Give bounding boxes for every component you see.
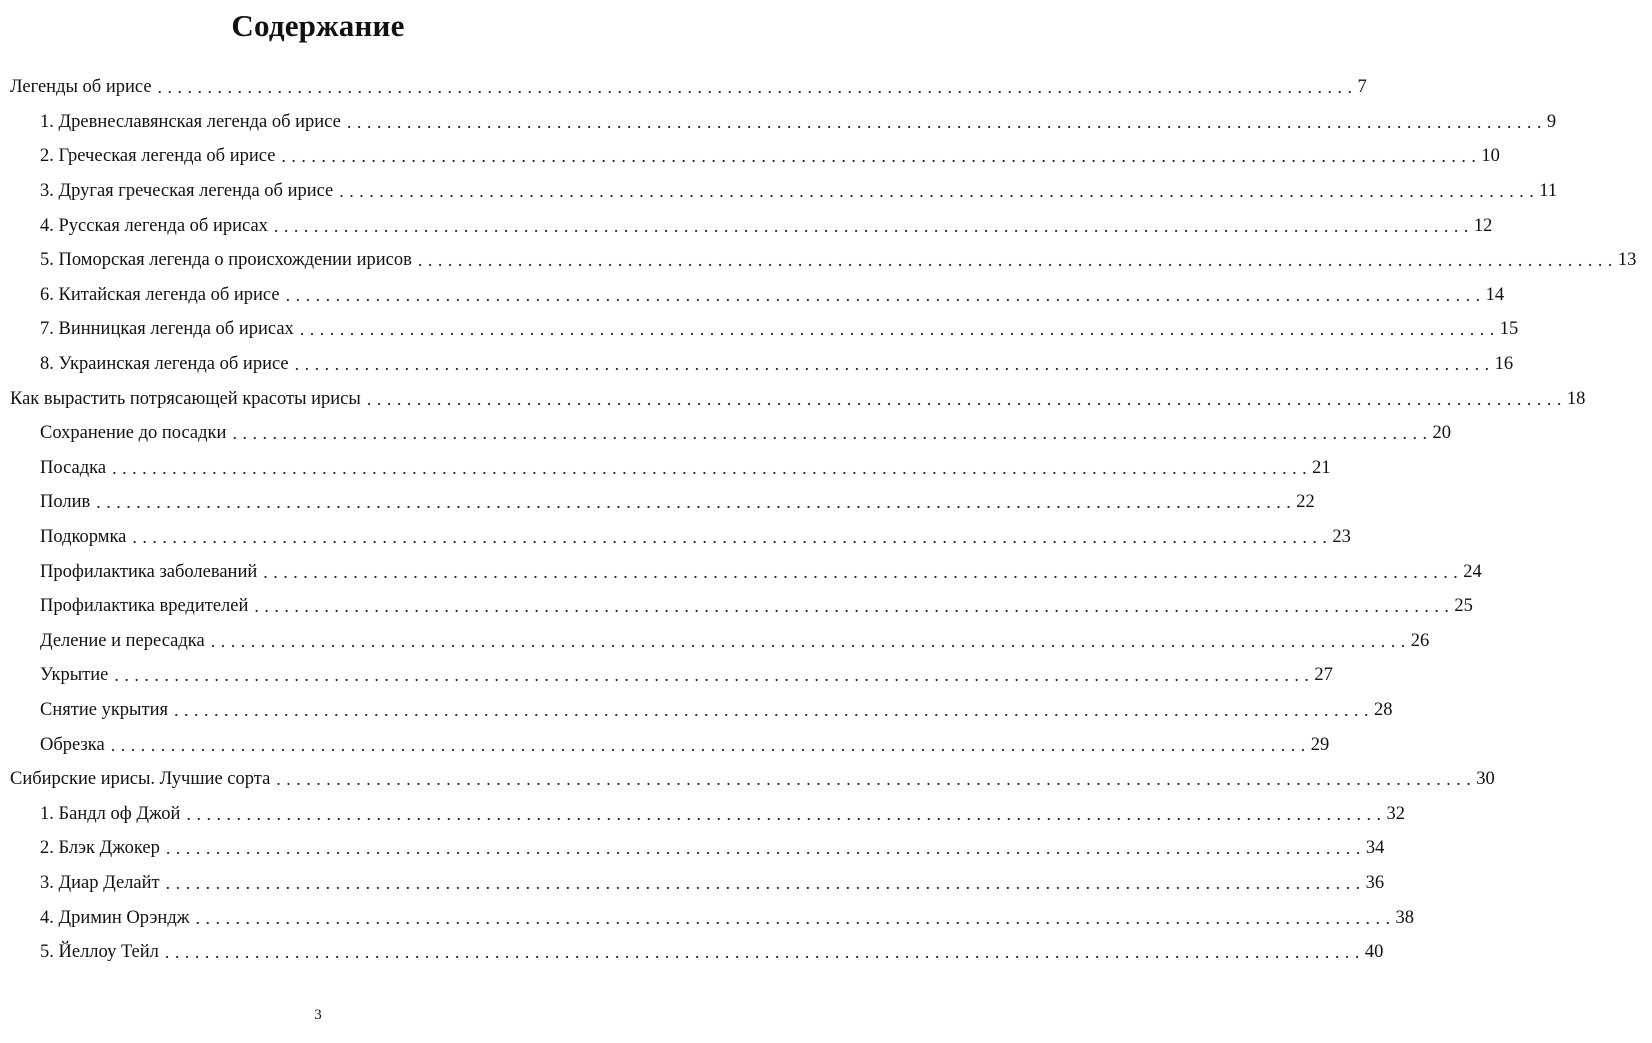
toc-entry-page: 27 xyxy=(1314,665,1333,686)
dot-leader: ........................................................................................................................ xyxy=(339,181,1540,202)
toc-entry-label: Подкормка xyxy=(40,527,127,548)
toc-entry-page: 23 xyxy=(1332,527,1351,548)
toc-subentry xyxy=(0,727,1330,762)
toc-entry-label: Профилактика вредителей xyxy=(40,596,249,617)
toc-subentry xyxy=(0,139,1500,174)
toc-subentry xyxy=(0,485,1315,520)
toc-entry-page: 21 xyxy=(1312,457,1331,478)
dot-leader: ........................................................................................................................ xyxy=(210,630,1411,651)
toc-entry-label: Деление и пересадка xyxy=(40,630,205,651)
dot-leader: ........................................................................................................................ xyxy=(112,457,1313,478)
toc-subentry xyxy=(0,589,1473,624)
toc-entry-label: 8. Украинская легенда об ирисе xyxy=(40,354,289,375)
toc-entry-page: 10 xyxy=(1481,146,1500,167)
toc-section-entry xyxy=(0,70,1367,105)
dot-leader: ........................................................................................................................ xyxy=(281,146,1482,167)
toc-entry-page: 13 xyxy=(1617,250,1637,271)
page-title: Содержание xyxy=(231,8,405,43)
toc-entry-page: 22 xyxy=(1296,492,1315,513)
toc-entry-label: Сохранение до посадки xyxy=(40,423,227,444)
toc-entry-label: 6. Китайская легенда об ирисе xyxy=(40,284,280,305)
toc-entry-page: 18 xyxy=(1566,388,1586,409)
toc-subentry xyxy=(0,866,1385,901)
toc-entry-page: 28 xyxy=(1373,700,1393,721)
dot-leader: ........................................................................................................................ xyxy=(96,492,1297,513)
toc-entry-label: Обрезка xyxy=(40,734,105,755)
toc-entry-page: 38 xyxy=(1395,907,1415,928)
dot-leader: ........................................................................................................................ xyxy=(276,769,1477,790)
dot-leader: ........................................................................................................................ xyxy=(366,388,1567,409)
dot-leader: ........................................................................................................................ xyxy=(346,111,1547,132)
toc-entry-page: 30 xyxy=(1476,769,1495,790)
toc-entry-page: 9 xyxy=(1546,111,1557,132)
toc-entry-label: Полив xyxy=(40,492,91,513)
dot-leader: ........................................................................................................................ xyxy=(273,215,1474,236)
toc-entry-label: 4. Русская легенда об ирисах xyxy=(40,215,268,236)
toc-entry-page: 32 xyxy=(1386,803,1405,824)
toc-entry-page: 24 xyxy=(1463,561,1482,582)
toc-entry-label: 1. Древнеславянская легенда об ирисе xyxy=(40,111,341,132)
dot-leader: ........................................................................................................................ xyxy=(232,423,1433,444)
dot-leader: ........................................................................................................................ xyxy=(195,907,1396,928)
toc-entry-label: Посадка xyxy=(40,457,107,478)
toc-entry-page: 26 xyxy=(1410,630,1430,651)
toc-entry-page: 20 xyxy=(1432,423,1451,444)
toc-entry-label: 2. Блэк Джокер xyxy=(40,838,160,859)
dot-leader: ........................................................................................................................ xyxy=(114,665,1315,686)
dot-leader: ........................................................................................................................ xyxy=(110,734,1311,755)
toc-section-entry xyxy=(0,381,1586,416)
toc-entry-page: 15 xyxy=(1499,319,1519,340)
dot-leader: ........................................................................................................................ xyxy=(165,838,1366,859)
toc-entry-label: 3. Другая греческая легенда об ирисе xyxy=(40,181,334,202)
dot-leader: ........................................................................................................................ xyxy=(165,873,1366,894)
toc-entry-page: 40 xyxy=(1364,942,1384,963)
toc-subentry xyxy=(0,208,1493,243)
toc-subentry xyxy=(0,105,1557,140)
toc-entry-label: 2. Греческая легенда об ирисе xyxy=(40,146,276,167)
toc-section-entry xyxy=(0,762,1495,797)
toc-entry-label: Укрытие xyxy=(40,665,109,686)
toc-entry-page: 25 xyxy=(1454,596,1473,617)
toc-entry-label: 4. Дримин Орэндж xyxy=(40,907,190,928)
toc-entry-page: 12 xyxy=(1473,215,1493,236)
toc-entry-label: Профилактика заболеваний xyxy=(40,561,258,582)
toc-entry-label: 3. Диар Делайт xyxy=(40,873,160,894)
toc-entry-page: 36 xyxy=(1365,873,1385,894)
toc-entry-label: Сибирские ирисы. Лучшие сорта xyxy=(10,769,271,790)
toc-subentry xyxy=(0,900,1415,935)
toc-entry-label: 5. Поморская легенда о происхождении ирисов xyxy=(40,250,412,271)
dot-leader: ........................................................................................................................ xyxy=(173,700,1374,721)
dot-leader: ........................................................................................................................ xyxy=(186,803,1387,824)
toc-subentry xyxy=(0,174,1558,209)
page-number: 3 xyxy=(314,1007,322,1023)
dot-leader: ........................................................................................................................ xyxy=(294,354,1495,375)
dot-leader: ........................................................................................................................ xyxy=(132,527,1333,548)
toc-entry-label: 5. Йеллоу Тейл xyxy=(40,942,159,963)
toc-entry-label: Как вырастить потрясающей красоты ирисы xyxy=(10,388,361,409)
toc-entry-page: 34 xyxy=(1365,838,1385,859)
toc-entry-page: 14 xyxy=(1485,284,1505,305)
dot-leader: ........................................................................................................................ xyxy=(157,77,1358,98)
toc-entry-page: 29 xyxy=(1310,734,1330,755)
dot-leader: ........................................................................................................................ xyxy=(263,561,1464,582)
toc-subentry xyxy=(0,520,1351,555)
toc-entry-label: 1. Бандл оф Джой xyxy=(40,803,181,824)
toc-subentry xyxy=(0,243,1637,278)
toc-subentry xyxy=(0,451,1331,486)
toc-subentry xyxy=(0,278,1505,313)
dot-leader: ........................................................................................................................ xyxy=(164,942,1365,963)
dot-leader: ........................................................................................................................ xyxy=(299,319,1500,340)
toc-subentry xyxy=(0,831,1385,866)
dot-leader: ........................................................................................................................ xyxy=(254,596,1455,617)
toc-entry-label: Снятие укрытия xyxy=(40,700,168,721)
toc-entry-page: 16 xyxy=(1494,354,1514,375)
toc-subentry xyxy=(0,935,1384,970)
toc-entry-page: 11 xyxy=(1539,181,1558,202)
toc-subentry xyxy=(0,416,1451,451)
toc-entry-page: 7 xyxy=(1357,77,1367,98)
dot-leader: ........................................................................................................................ xyxy=(285,284,1486,305)
toc-entry-label: 7. Винницкая легенда об ирисах xyxy=(40,319,294,340)
toc-subentry xyxy=(0,347,1514,382)
toc-subentry xyxy=(0,554,1482,589)
toc-subentry xyxy=(0,312,1519,347)
toc-subentry xyxy=(0,658,1333,693)
toc-subentry xyxy=(0,693,1393,728)
dot-leader: ........................................................................................................................ xyxy=(417,250,1618,271)
toc-subentry xyxy=(0,797,1405,832)
toc-subentry xyxy=(0,624,1430,659)
toc-entry-label: Легенды об ирисе xyxy=(10,77,152,98)
